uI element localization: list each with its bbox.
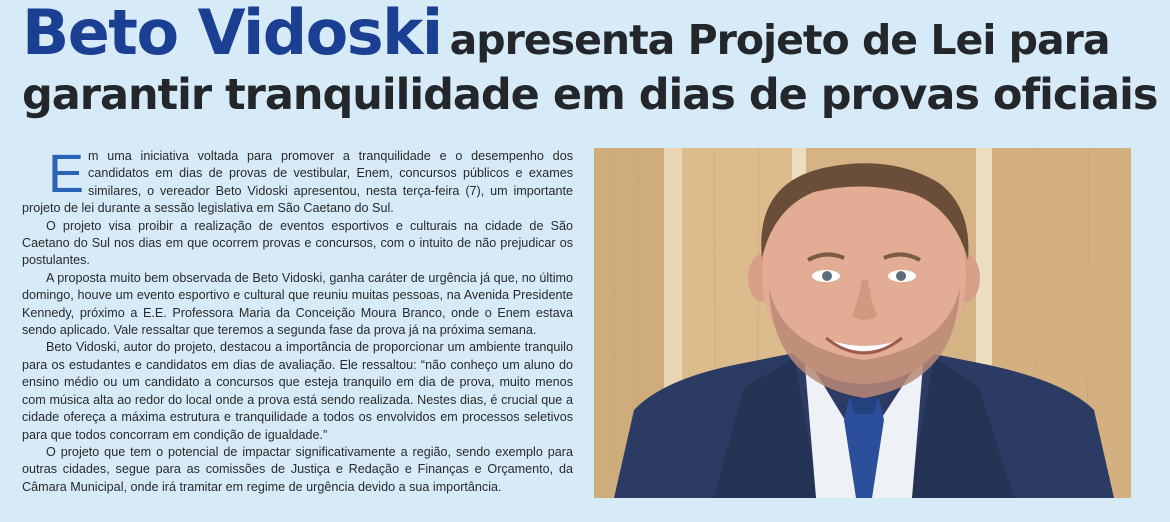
- article-paragraph-3: A proposta muito bem observada de Beto Vidoski, ganha caráter de urgência já que, no último domingo, houve um evento esportivo e cultural que reuniu muitas pessoas, na Avenida Presidente Kennedy, próximo a E.E. Professora Maria da Conceição Moura Branco, onde o Enem estava sendo aplicado. Vale ressaltar que teremos a segunda fase da prova já na próxima semana.: [22, 270, 573, 338]
- headline-line-1-rest: apresenta Projeto de Lei para: [449, 16, 1110, 64]
- portrait-illustration: [594, 148, 1131, 498]
- headline-line-2: garantir tranquilidade em dias de provas oficiais: [22, 70, 1158, 120]
- portrait-photo: [594, 148, 1131, 498]
- headline-line-1: [22, 2, 1157, 72]
- drop-cap: E: [48, 144, 85, 204]
- article-paragraph-2: O projeto visa proibir a realização de eventos esportivos e culturais na cidade de São Caetano do Sul nos dias em que ocorrem provas e concursos, com o intuito de não prejudicar os postulantes.: [22, 218, 573, 268]
- article-paragraph-1: [22, 144, 573, 218]
- article-paragraph-4: Beto Vidoski, autor do projeto, destacou a importância de proporcionar um ambiente tranquilo para os estudantes e candidatos em dias de avaliação. Ele ressaltou: “não conheço um aluno do ensino médio ou um candidato a concursos que esteja tranquilo em dia de prova, muito menos com música alta ao redor do local onde a prova está sendo realizada. Nestes dias, é crucial que a cidade ofereça a máxima estrutura e tranquilidade a todos os envolvidos em processos seletivos para que todos concorram em condição de igualdade.”: [22, 340, 573, 442]
- article-paragraph-5: O projeto que tem o potencial de impactar significativamente a região, sendo exemplo para outras cidades, segue para as comissões de Justiça e Redação e Finanças e Orçamento, da Câmara Municipal, onde irá tramitar em regime de urgência devido a sua importância.: [22, 444, 573, 494]
- headline: [22, 0, 1158, 120]
- article-paragraph-1-text: m uma iniciativa voltada para promover a tranquilidade e o desempenho dos candidatos em dias de provas de vestibular, Enem, concursos públicos e exames similares, o vereador Beto Vidoski apresentou, nesta terça-feira (7), um importante projeto de lei durante a sessão legislativa em São Caetano do Sul.: [22, 149, 573, 216]
- headline-name: Beto Vidoski: [22, 0, 442, 69]
- article-body: [22, 144, 573, 496]
